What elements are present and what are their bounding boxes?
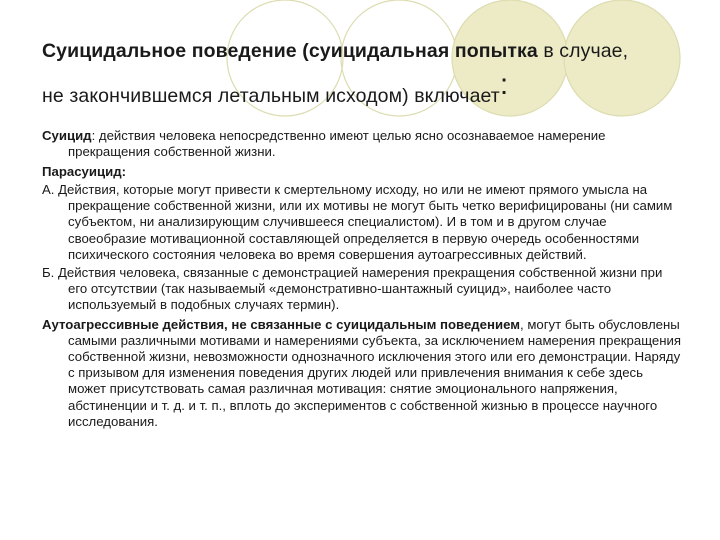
suicide-term: Суицид [42, 128, 92, 143]
item-a-text: А. Действия, которые могут привести к смертельному исходу, но или не имеют прямого умысла на прекращение собственной жизни, или их мотивы не могут быть четко верифицированы (ни самим субъектом, ни анализирующим случившееся специалистом). И в том и в другом случае своеобразие мотивационной составляющей определяется в первую очередь особенностями психического состояния человека во время совершения аутоагрессивных действий. [42, 182, 673, 262]
suicide-definition [42, 128, 682, 160]
title-regular-part: в случае, [537, 40, 629, 62]
slide-title [42, 30, 692, 117]
parasuicide-item-b [42, 265, 682, 313]
title-colon: : [499, 68, 509, 101]
suicide-text: : действия человека непосредственно имеют целью ясно осознаваемое намерение прекращения собственной жизни. [68, 128, 606, 160]
title-line-2 [42, 68, 692, 117]
autoaggressive-term: Аутоагрессивные действия, не связанные с суицидальным поведением [42, 317, 520, 333]
title-second-line: не закончившемся летальным исходом) включает [42, 85, 500, 107]
autoaggressive-text: , могут быть обусловлены самыми различными мотивами и намерениями субъекта, за исключением намерения прекращения собственной жизни, невозможности однозначного исключения этого или его демонстрации. Наряду с призывом для изменения поведения других людей или привлечения внимания к себе здесь может присутствовать самая различная мотивация: снятие эмоционального напряжения, абстиненции и т. д. и т. п., вплоть до экспериментов с собственной жизнью в процессе научного исследования. [68, 317, 682, 429]
autoaggressive-definition [42, 317, 682, 430]
parasuicide-item-a [42, 182, 682, 262]
slide-body [42, 128, 682, 434]
parasuicide-heading [42, 164, 682, 180]
parasuicide-term: Парасуицид: [42, 164, 126, 180]
item-b-text: Б. Действия человека, связанные с демонстрацией намерения прекращения собственной жизни при его отсутствии (так называемый «демонстративно-шантажный суицид», наиболее часто используемый в подобных случаях термин). [42, 264, 663, 312]
title-line-1 [42, 30, 692, 72]
title-bold-part: Суицидальное поведение (суицидальная попытка [42, 40, 538, 62]
